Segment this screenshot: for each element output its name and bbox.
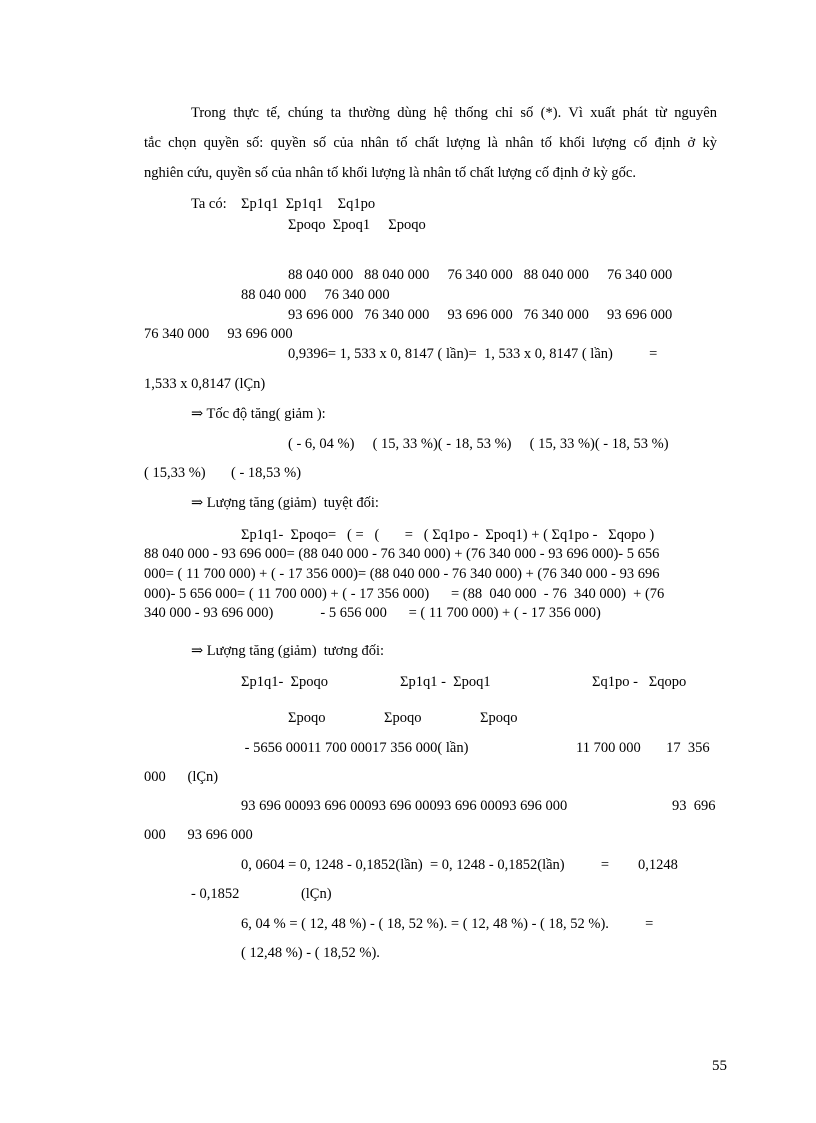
speed-line-1: ( - 6, 04 %) ( 15, 33 %)( - 18, 53 %) ( 15, 33 %)( - 18, 53 %): [288, 436, 669, 452]
absolute-line-5: 340 000 - 93 696 000) - 5 656 000 = ( 11 700 000) + ( - 17 356 000): [144, 605, 601, 621]
relative-numerator-1: Σp1q1- Σpoqo: [241, 674, 328, 690]
page-number: 55: [712, 1058, 727, 1074]
calc1-line-4: 76 340 000 93 696 000: [144, 326, 293, 342]
relative-line-7: 6, 04 % = ( 12, 48 %) - ( 18, 52 %). = ( 12, 48 %) - ( 18, 52 %). =: [241, 916, 654, 932]
taco-denominators: Σpoqo Σpoq1 Σpoqo: [288, 217, 426, 233]
relative-numerator-2: Σp1q1 - Σpoq1: [400, 674, 491, 690]
relative-line-1: - 5656 00011 700 00017 356 000( lần): [241, 740, 469, 756]
relative-line-5: 0, 0604 = 0, 1248 - 0,1852(lần) = 0, 1248 - 0,1852(lần) = 0,1248: [241, 857, 678, 873]
absolute-line-2: 88 040 000 - 93 696 000= (88 040 000 - 76 340 000) + (76 340 000 - 93 696 000)- 5 656: [144, 546, 660, 562]
intro-line-1: Trong thực tế, chúng ta thường dùng hệ thống chỉ số (*). Vì xuất phát từ nguyên: [191, 105, 717, 121]
intro-line-2: tắc chọn quyền số: quyền số của nhân tố chất lượng là nhân tố khối lượng cố định ở kỳ: [144, 135, 717, 151]
calc1-line-2: 88 040 000 76 340 000: [241, 287, 390, 303]
relative-heading: ⇒ Lượng tăng (giảm) tương đối:: [191, 643, 385, 659]
absolute-heading: ⇒ Lượng tăng (giảm) tuyệt đối:: [191, 495, 379, 511]
relative-denominator-1: Σpoqo: [288, 710, 326, 726]
taco-numerators: Σp1q1 Σp1q1 Σq1po: [241, 196, 376, 212]
relative-line-1b: 11 700 000 17 356: [576, 740, 710, 756]
calc1-line-3: 93 696 000 76 340 000 93 696 000 76 340 000 93 696 000: [288, 307, 673, 323]
speed-heading: ⇒ Tốc độ tăng( giảm ):: [191, 406, 326, 422]
relative-line-4: 000 93 696 000: [144, 827, 253, 843]
calc1-line-1: 88 040 000 88 040 000 76 340 000 88 040 000 76 340 000: [288, 267, 673, 283]
relative-line-8: ( 12,48 %) - ( 18,52 %).: [241, 945, 380, 961]
relative-numerator-3: Σq1po - Σqopo: [592, 674, 687, 690]
relative-line-6: - 0,1852 (lÇn): [191, 886, 332, 902]
calc1-line-5: 0,9396= 1, 533 x 0, 8147 ( lần)= 1, 533 x 0, 8147 ( lần) =: [288, 346, 658, 362]
relative-denominator-2: Σpoqo: [384, 710, 422, 726]
absolute-line-4: 000)- 5 656 000= ( 11 700 000) + ( - 17 356 000) = (88 040 000 - 76 340 000) + (76: [144, 586, 665, 602]
calc1-line-6: 1,533 x 0,8147 (lÇn): [144, 376, 266, 392]
taco-label: Ta có:: [191, 196, 227, 212]
intro-line-3: nghiên cứu, quyền số của nhân tố khối lượng là nhân tố chất lượng cố định ở kỳ gốc.: [144, 165, 636, 181]
relative-denominator-3: Σpoqo: [480, 710, 518, 726]
speed-line-2: ( 15,33 %) ( - 18,53 %): [144, 465, 302, 481]
relative-line-3b: 93 696: [672, 798, 716, 814]
relative-line-2: 000 (lÇn): [144, 769, 219, 785]
absolute-line-3: 000= ( 11 700 000) + ( - 17 356 000)= (88 040 000 - 76 340 000) + (76 340 000 - 93 696: [144, 566, 660, 582]
relative-line-3: 93 696 00093 696 00093 696 00093 696 00093 696 000: [241, 798, 568, 814]
absolute-line-1: Σp1q1- Σpoqo= ( = ( = ( Σq1po - Σpoq1) + ( Σq1po - Σqopo ): [241, 527, 655, 543]
